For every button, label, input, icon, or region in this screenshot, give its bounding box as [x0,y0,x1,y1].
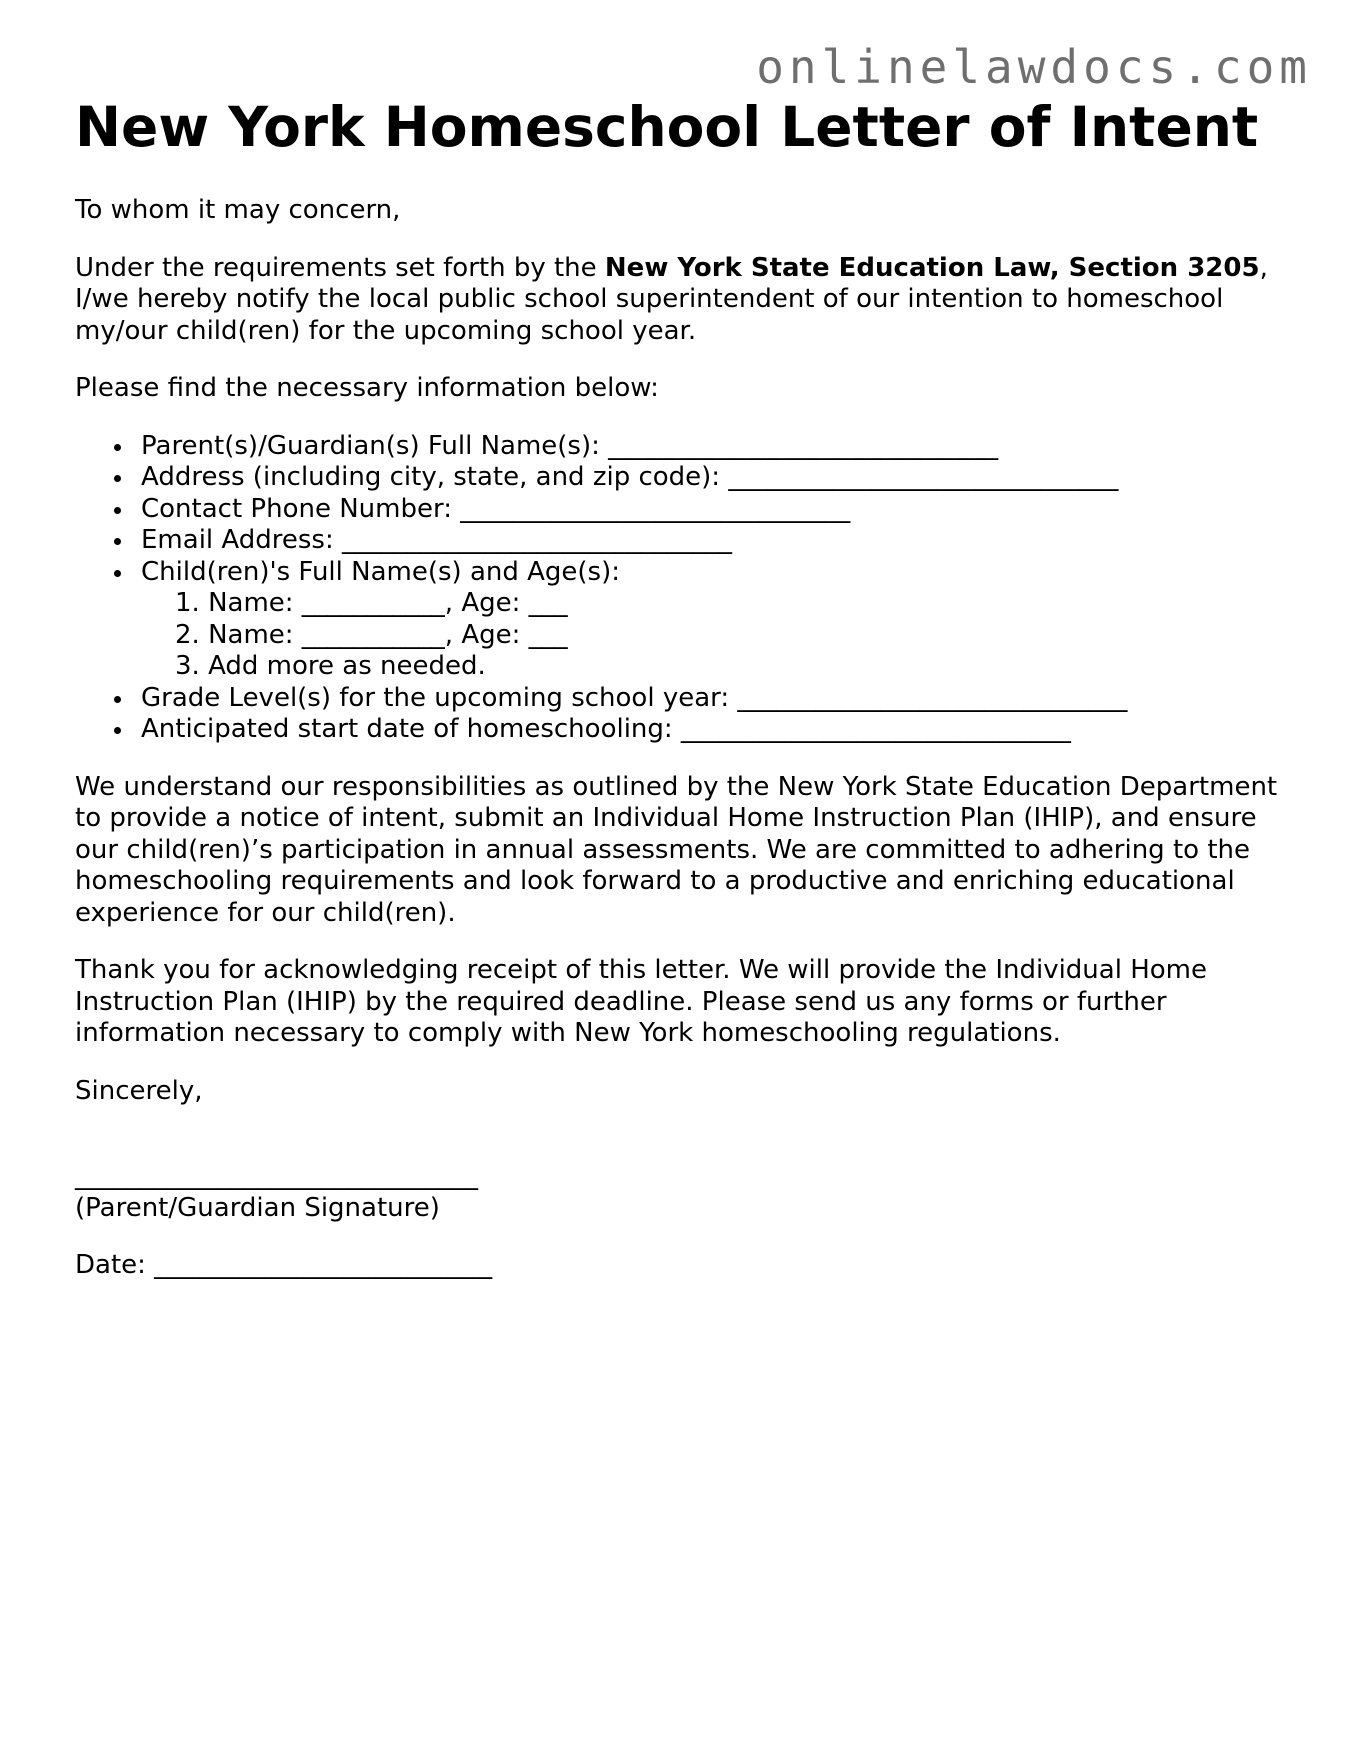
list-item-grade-level: Grade Level(s) for the upcoming school year: ______________________________ [141,683,1295,715]
info-field-list [75,431,1295,746]
children-list [141,588,1295,683]
list-item-email: Email Address: ______________________________ [141,525,1295,557]
info-prompt: Please find the necessary information below: [75,373,659,403]
watermark: onlinelawdocs.com [756,40,1312,94]
signature-line: _______________________________ [75,1161,478,1191]
salutation: To whom it may concern, [75,195,401,225]
list-item-children [141,557,1295,683]
closing: Sincerely, [75,1075,203,1106]
signature-label: (Parent/Guardian Signature) [75,1192,440,1223]
intro-after: , I/we hereby notify the local public school superintendent of our intention to homeschool my/our child(ren) for the upcoming school year. [75,252,1268,346]
letter-page [75,95,1295,1282]
list-item-parent-name: Parent(s)/Guardian(s) Full Name(s): ______________________________ [141,431,1295,463]
intro-before: Under the requirements set forth by the [75,252,605,283]
child-item-3: 3. Add more as needed. [175,651,486,681]
letter-body [75,195,1295,1282]
thanks-paragraph: Thank you for acknowledging receipt of this letter. We will provide the Individual Home Instruction Plan (IHIP) by the required deadline. Please send us any forms or further information necessary to comply with New York homeschooling regulations. [75,955,1207,1048]
page-title: New York Homeschool Letter of Intent [75,95,1259,159]
child-item-2: 2. Name: ___________, Age: ___ [175,619,568,650]
list-item-phone: Contact Phone Number: ______________________________ [141,494,1295,526]
law-reference: New York State Education Law, Section 3205 [604,252,1260,283]
responsibilities-paragraph: We understand our responsibilities as outlined by the New York State Education Department to provide a notice of intent, submit an Individual Home Instruction Plan (IHIP), and ensure our child(ren)’s participation in annual assessments. We are committed to adhering to the homeschooling requirements and look forward to a productive and enriching educational experience for our child(ren). [75,771,1278,928]
intro-paragraph [75,253,1295,348]
list-item-start-date: Anticipated start date of homeschooling: ______________________________ [141,714,1295,746]
list-item-address: Address (including city, state, and zip code): ______________________________ [141,462,1295,494]
child-item-1: 1. Name: ___________, Age: ___ [175,588,568,618]
children-heading: Child(ren)'s Full Name(s) and Age(s): [141,556,621,587]
date-field: Date: __________________________ [75,1250,493,1280]
